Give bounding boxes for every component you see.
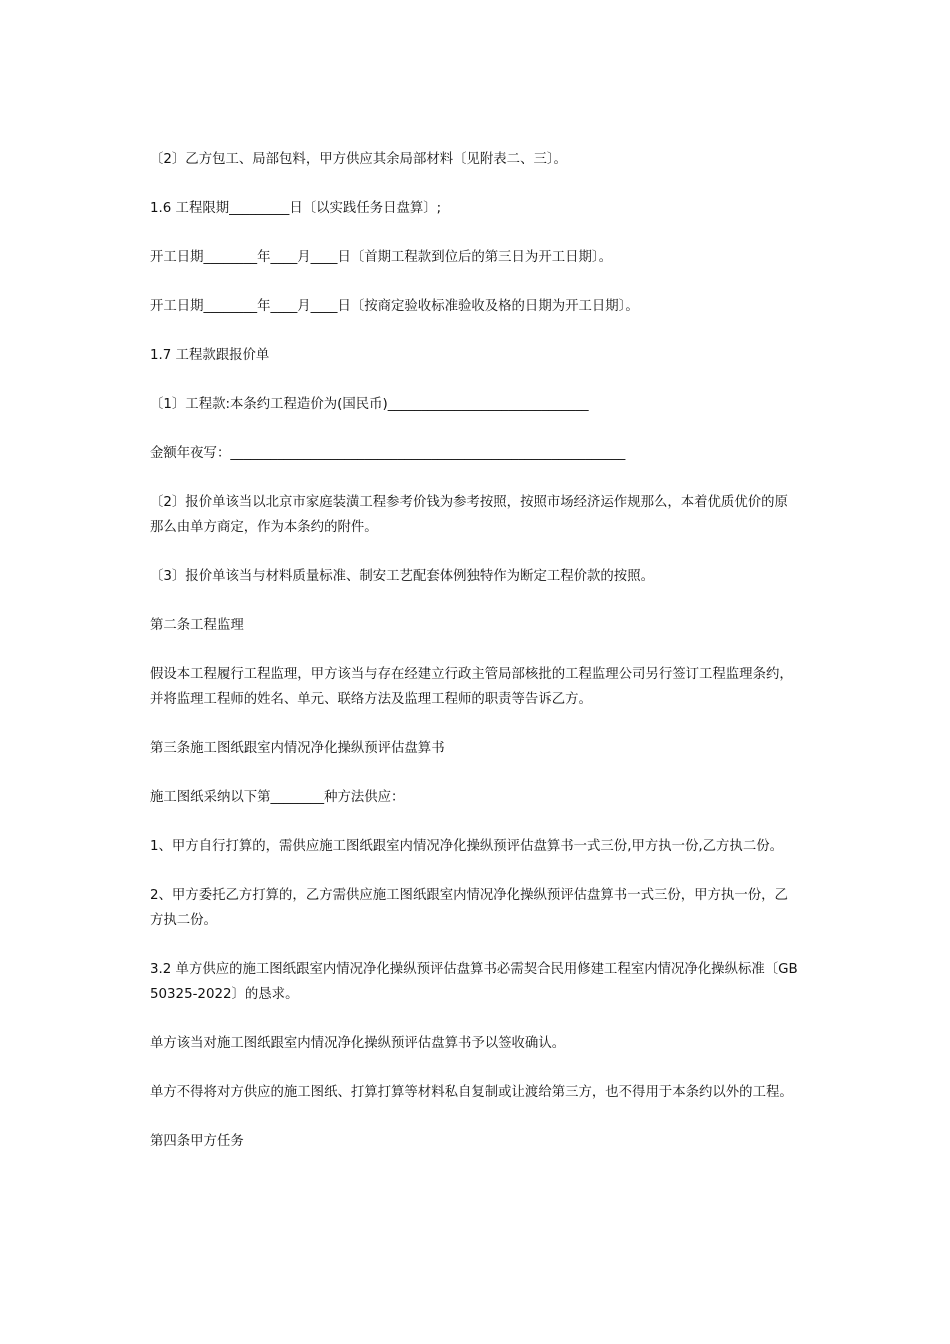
paragraph-14: 1、甲方自行打算的，需供应施工图纸跟室内情况净化操纵预评估盘算书一式三份,甲方执一份,乙方执二份。 (150, 839, 783, 854)
section-heading-3: 第三条施工图纸跟室内情况净化操纵预评估盘算书 (150, 741, 445, 756)
paragraph-7: 金额年夜写：___________________________________________________________ (150, 446, 626, 461)
section-heading-2: 第二条工程监理 (150, 618, 244, 633)
paragraph-16: 3.2 单方供应的施工图纸跟室内情况净化操纵预评估盘算书必需契合民用修建工程室内情况净化操纵标准〔GB50325-2022〕的恳求。 (150, 962, 798, 1002)
paragraph-3: 开工日期________年____月____日〔首期工程款到位后的第三日为开工日期〕。 (150, 250, 612, 265)
document-page (150, 147, 800, 1154)
section-heading-4: 第四条甲方任务 (150, 1134, 244, 1149)
paragraph-17: 单方该当对施工图纸跟室内情况净化操纵预评估盘算书予以签收确认。 (150, 1036, 566, 1051)
paragraph-8: 〔2〕报价单该当以北京市家庭装潢工程参考价钱为参考按照，按照市场经济运作规那么，本着优质优价的原那么由单方商定，作为本条约的附件。 (150, 495, 788, 535)
paragraph-5: 1.7 工程款跟报价单 (150, 348, 270, 363)
paragraph-2: 1.6 工程限期_________日〔以实践任务日盘算〕; (150, 201, 442, 216)
paragraph-1: 〔2〕乙方包工、局部包料，甲方供应其余局部材料〔见附表二、三〕。 (150, 152, 567, 167)
paragraph-6: 〔1〕工程款:本条约工程造价为(国民币)______________________________ (150, 397, 589, 412)
paragraph-4: 开工日期________年____月____日〔按商定验收标准验收及格的日期为开工日期〕。 (150, 299, 639, 314)
paragraph-18: 单方不得将对方供应的施工图纸、打算打算等材料私自复制或让渡给第三方，也不得用于本条约以外的工程。 (150, 1085, 793, 1100)
paragraph-9: 〔3〕报价单该当与材料质量标准、制安工艺配套体例独特作为断定工程价款的按照。 (150, 569, 654, 584)
paragraph-15: 2、甲方委托乙方打算的，乙方需供应施工图纸跟室内情况净化操纵预评估盘算书一式三份，甲方执一份，乙方执二份。 (150, 888, 788, 928)
paragraph-13: 施工图纸采纳以下第________种方法供应： (150, 790, 405, 805)
paragraph-11: 假设本工程履行工程监理，甲方该当与存在经建立行政主管局部核批的工程监理公司另行签订工程监理条约，并将监理工程师的姓名、单元、联络方法及监理工程师的职责等告诉乙方。 (150, 667, 793, 707)
